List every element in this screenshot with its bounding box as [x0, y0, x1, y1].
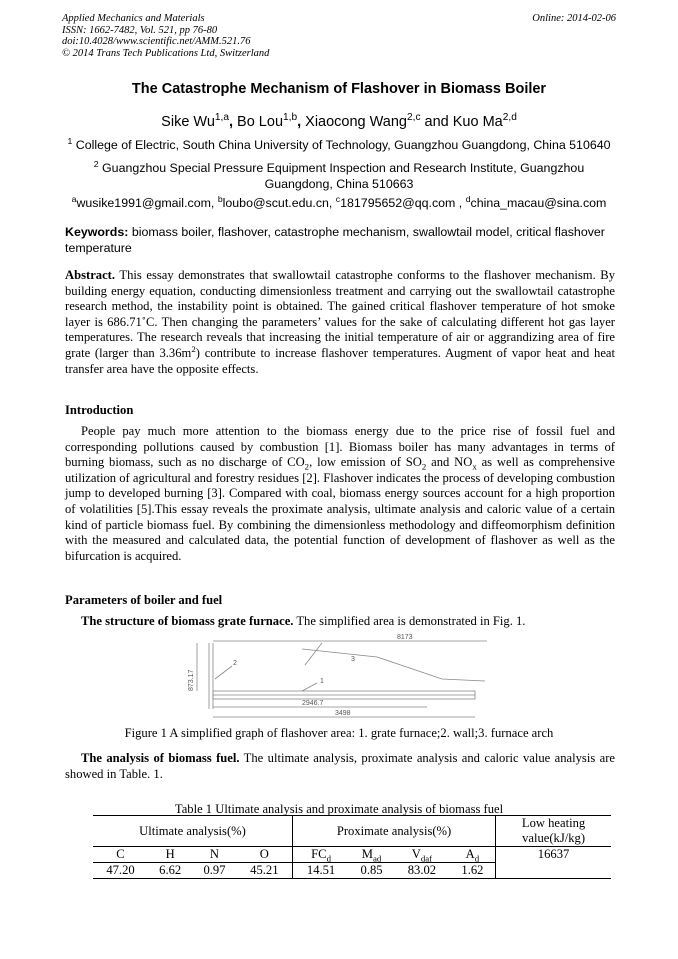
- journal-name: Applied Mechanics and Materials: [62, 13, 205, 24]
- affiliation-text: College of Electric, South China University of Technology, Guangzhou Guangdong, China 510640: [75, 138, 611, 152]
- table-group-header: Proximate analysis(%): [293, 816, 496, 847]
- keywords: [65, 225, 615, 256]
- email-list: $^a$wusike1991@gmail.com, $^b$loubo@scut.edu.cn, $^c$181795652@qq.com , $^d$china_macau@sina.com: [71, 193, 607, 210]
- keywords-text: biomass boiler, flashover, catastrophe mechanism, swallowtail model, critical flashover temperature: [65, 225, 605, 255]
- paper-title: The Catastrophe Mechanism of Flashover in Biomass Boiler: [131, 81, 547, 97]
- affiliation-2: [80, 160, 598, 192]
- dim-label-inner: 2946.7: [302, 700, 324, 707]
- author-name: Sike Wu: [161, 114, 215, 130]
- journal-header: [62, 13, 269, 59]
- table-col-header: $A_d$: [450, 847, 496, 863]
- heating-header-line: Low heating: [521, 816, 586, 830]
- journal-copyright: © 2014 Trans Tech Publications Ltd, Switzerland: [62, 47, 270, 59]
- marker-label: 2: [233, 660, 237, 667]
- affiliation-num: 2: [93, 158, 99, 169]
- affiliation-text: Guangzhou Special Pressure Equipment Inspection and Research Institute, Guangzhou Guangdong, China 510663: [102, 161, 585, 191]
- author-sup: 1,a: [214, 112, 229, 124]
- keywords-label: Keywords:: [65, 225, 129, 239]
- wall-leader: [215, 666, 232, 679]
- intro-text: , low emission of SO: [309, 455, 422, 470]
- heating-header-line: value(kJ/kg): [522, 831, 586, 845]
- table-col-header: N: [209, 847, 220, 861]
- intro-text: People pay much more attention to the biomass energy due to the price rise of fossil fuel and corresponding pollutions caused by combustion [1]. Biomass boiler has many advantages in terms of burning biomass, such as no discharge of CO: [65, 424, 615, 470]
- author-sup: 2,c: [407, 112, 421, 124]
- intro-sub: 2: [304, 461, 310, 472]
- author-name: Kuo Ma: [452, 114, 503, 130]
- author-name: Xiaocong Wang: [305, 114, 407, 130]
- section-heading-parameters: Parameters of boiler and fuel: [65, 593, 223, 607]
- intro-sub: 2: [421, 461, 427, 472]
- analysis-text: The ultimate analysis, proximate analysis and caloric value analysis are showed in Table. 1.: [65, 751, 615, 781]
- abstract-sup: 2: [191, 343, 196, 354]
- figure-caption: Figure 1 A simplified graph of flashover area: 1. grate furnace;2. wall;3. furnace arch: [124, 726, 554, 740]
- journal-doi: doi:10.4028/www.scientific.net/AMM.521.76: [62, 36, 251, 47]
- table-cell: 47.20: [106, 863, 135, 877]
- email-link[interactable]: 181795652@qq.com: [340, 196, 456, 210]
- intro-sub: x: [472, 461, 477, 472]
- table-col-header: $FC_d$: [311, 847, 331, 864]
- marker-label: 3: [351, 656, 355, 663]
- email-link[interactable]: loubo@scut.edu.cn: [222, 196, 329, 210]
- table-col-header: $M_{ad}$: [361, 847, 382, 864]
- email-sup: c: [335, 193, 341, 204]
- abstract-text: This essay demonstrates that swallowtail catastrophe conforms to the flashover mechanism. By building energy equation, conducting dimensionless treatment and carrying out the swallowtail catastrophe research method, the instability point is obtained. The gained critical flashover temperature of hot smoke layer is 686.71˚C. Then changing the parameters’ values for the sake of calculating different hot gas layer temperatures. The research reveals that increasing the initial temperature of air or aggrandizing area of fire grate (larger than 3.36m: [65, 268, 616, 360]
- table-cell-heating: 16637: [496, 847, 611, 879]
- analysis-table: [93, 815, 611, 879]
- figure-furnace-diagram: [187, 631, 493, 721]
- structure-label: The structure of biomass grate furnace.: [81, 614, 294, 628]
- table-cell: 45.21: [237, 863, 293, 879]
- marker-label: 1: [320, 678, 324, 685]
- affiliation-num: 1: [67, 135, 73, 146]
- author-sup: 2,d: [502, 112, 517, 124]
- dim-label-bottom: 3498: [335, 710, 351, 717]
- table-cell: 0.97: [203, 863, 226, 877]
- abstract-label: Abstract.: [65, 268, 116, 282]
- intro-text: and NO: [426, 455, 473, 470]
- table-cell: 6.62: [159, 863, 182, 877]
- table-cell: 0.85: [360, 863, 383, 877]
- author-list: Sike Wu$^{1,a}$, Bo Lou$^{1,b}$, Xiaocong Wang$^{2,c}$ and Kuo Ma$^{2,d}$: [161, 112, 517, 130]
- email-sup: b: [217, 193, 223, 204]
- journal-issn: ISSN: 1662-7482, Vol. 521, pp 76-80: [62, 24, 218, 36]
- section-heading-introduction: Introduction: [65, 403, 134, 417]
- online-date: Online: 2014-02-06: [532, 13, 616, 24]
- abstract-text: ) contribute to increase flashover temperatures. Augment of vapor heat and heat transfer area have the opposite effects.: [65, 345, 615, 376]
- table-group-header: Ultimate analysis(%): [93, 816, 293, 847]
- email-link[interactable]: wusike1991@gmail.com: [76, 196, 211, 210]
- table-col-header: $V_{daf}$: [411, 847, 433, 864]
- structure-paragraph: [81, 614, 621, 630]
- table-cell: 14.51: [306, 863, 336, 877]
- table-group-header: [496, 816, 611, 847]
- email-sup: d: [465, 193, 471, 204]
- abstract: [65, 268, 615, 377]
- intro-text: as well as comprehensive utilization of agricultural and forestry residues [2]. Flashover indicates the process of developing combustion jump to developed burning [3]. Compared with coal, biomass energy sources account for a high proportion of volatilities [5].This essay reveals the proximate analysis, ultimate analysis and caloric value of a certain kind of particle biomass fuel. By combining the dimensionless methodology and diffeomorphism definition with the measured and calculated data, the potential function of development of flashover as well as the bifurcation is acquired.: [65, 455, 615, 563]
- email-sup: a: [71, 193, 77, 204]
- table-col-header: O: [237, 847, 293, 863]
- table-col-header: C: [116, 847, 125, 861]
- table-cell: 83.02: [407, 863, 437, 877]
- dim-label-left: 873.17: [188, 669, 195, 691]
- email-link[interactable]: china_macau@sina.com: [470, 196, 607, 210]
- author-name: Bo Lou: [237, 114, 284, 130]
- analysis-label: The analysis of biomass fuel.: [81, 751, 240, 765]
- table-caption: Table 1 Ultimate analysis and proximate analysis of biomass fuel: [174, 802, 504, 816]
- analysis-paragraph: [65, 751, 615, 782]
- furnace-arch: [302, 649, 485, 681]
- dim-label-top: 8173: [397, 634, 413, 641]
- table-col-header: H: [165, 847, 175, 861]
- author-sup: 1,b: [283, 112, 298, 124]
- structure-text: The simplified area is demonstrated in Fig. 1.: [293, 614, 526, 628]
- arch-leader: [305, 643, 322, 665]
- grate-leader: [302, 683, 317, 691]
- table-cell: 1.62: [450, 863, 496, 879]
- introduction-paragraph: [65, 424, 615, 564]
- affiliation-1: [0, 135, 678, 152]
